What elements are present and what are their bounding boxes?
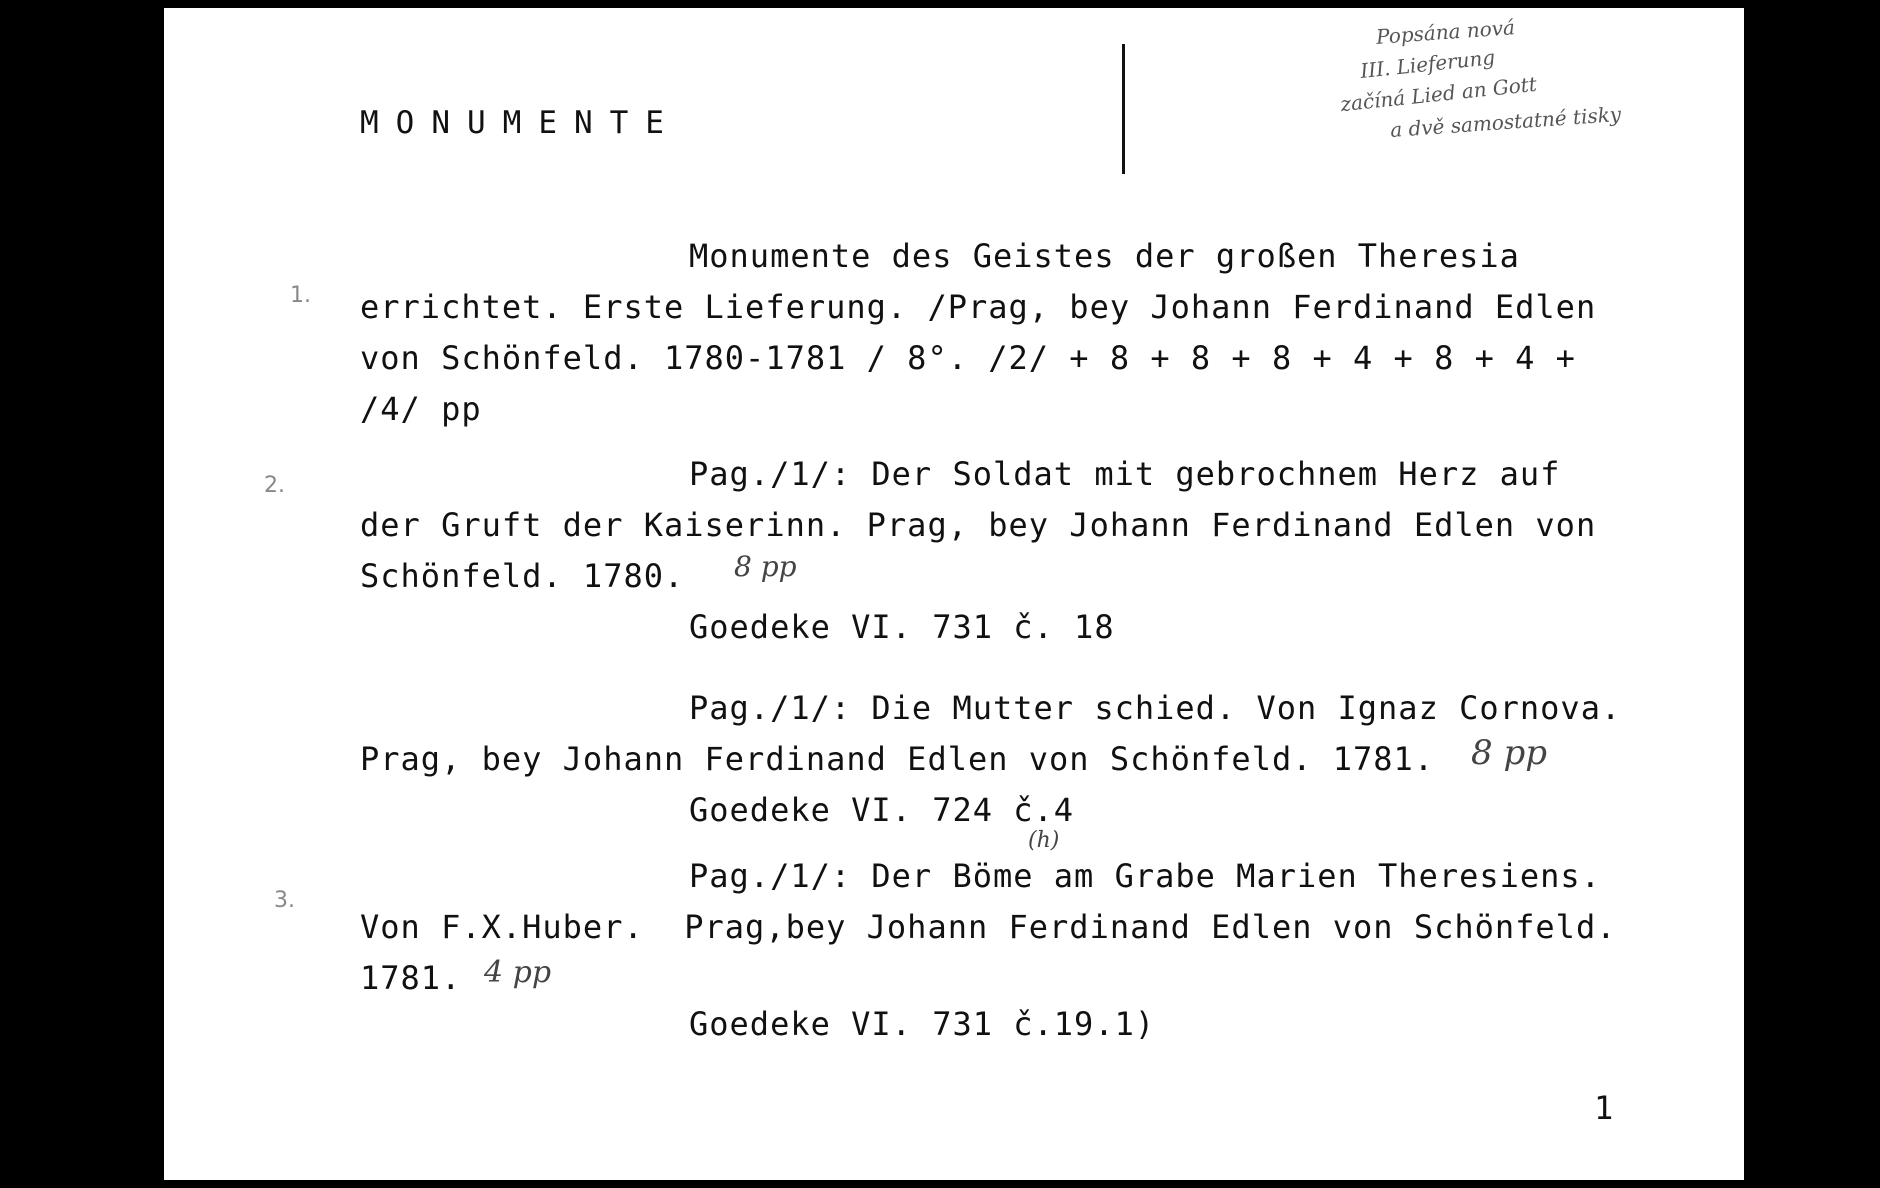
handwritten-insertion: (h) [1028, 828, 1060, 853]
item-line: Schönfeld. 1780. [360, 557, 685, 595]
note-line: III. Lieferung [1359, 44, 1497, 84]
item-line: der Gruft der Kaiserinn. Prag, bey Johann Ferdinand Edlen von [360, 506, 1597, 544]
item-line: 1781. [360, 959, 462, 997]
item-line: Pag./1/: Die Mutter schied. Von Ignaz Cornova. [689, 689, 1622, 727]
margin-mark: 1. [290, 283, 311, 308]
handwritten-page-note: 8 pp [1471, 733, 1547, 773]
entry-line: von Schönfeld. 1780-1781 / 8°. /2/ + 8 + 8 + 8 + 4 + 8 + 4 + [360, 339, 1576, 377]
page-number: 1 [1594, 1089, 1615, 1127]
corner-handwritten-note [1339, 15, 1744, 150]
handwritten-page-note: 4 pp [484, 955, 552, 990]
note-line: začíná Lied an Gott [1339, 71, 1538, 117]
entry-line: errichtet. Erste Lieferung. /Prag, bey Johann Ferdinand Edlen [360, 288, 1597, 326]
item-line: Pag./1/: Der Böme am Grabe Marien Theresiens. [689, 857, 1601, 895]
handwritten-page-note: 8 pp [734, 550, 797, 583]
note-line: Popsána nová [1375, 15, 1516, 49]
catalog-card [164, 8, 1744, 1180]
entry-line: /4/ pp [360, 390, 482, 428]
item-line: Prag, bey Johann Ferdinand Edlen von Schönfeld. 1781. [360, 740, 1435, 778]
margin-mark: 2. [264, 473, 285, 498]
item-line: Pag./1/: Der Soldat mit gebrochnem Herz auf [689, 455, 1561, 493]
goedeke-reference: Goedeke VI. 731 č. 18 [689, 608, 1115, 646]
goedeke-reference: Goedeke VI. 731 č.19.1) [689, 1005, 1156, 1043]
scan-line [1122, 44, 1125, 174]
margin-mark: 3. [274, 888, 295, 913]
item-line: Von F.X.Huber. Prag,bey Johann Ferdinand Edlen von Schönfeld. [360, 908, 1617, 946]
goedeke-reference: Goedeke VI. 724 č.4 [689, 791, 1075, 829]
entry-title-line: Monumente des Geistes der großen Theresia [689, 237, 1520, 275]
card-heading: MONUMENTE [360, 105, 681, 141]
note-line: a dvě samostatné tisky [1389, 101, 1622, 143]
